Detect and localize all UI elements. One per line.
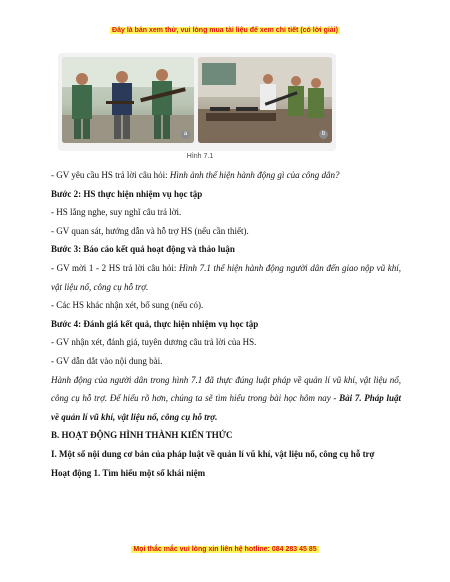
hotline-text: Mọi thắc mắc vui lòng xin liên hệ hotline: 084 283 45 85 <box>133 546 317 553</box>
document-body <box>51 166 401 482</box>
figure-caption: Hình 7.1 <box>186 153 214 160</box>
section-i-heading: I. Một số nội dung cơ bản của pháp luật về quản lí vũ khí, vật liệu nổ, công cụ hỗ trợ <box>51 448 375 459</box>
step-4-heading: Bước 4: Đánh giá kết quả, thực hiện nhiệm vụ học tập <box>51 318 259 329</box>
text-run: - GV yêu cầu HS trả lời câu hỏi: <box>51 170 170 180</box>
section-b-heading: B. HOẠT ĐỘNG HÌNH THÀNH KIẾN THỨC <box>51 430 233 441</box>
badge-b: b <box>319 130 328 139</box>
photo-a <box>62 57 194 143</box>
step-2-line-2: - GV quan sát, hướng dẫn và hỗ trợ HS (nếu cần thiết). <box>51 225 249 236</box>
badge-a: a <box>181 130 190 139</box>
step-2-line-1: - HS lắng nghe, suy nghĩ câu trả lời. <box>51 207 182 218</box>
step-3-line-2: - Các HS khác nhận xét, bổ sung (nếu có). <box>51 300 204 311</box>
step-3-heading: Bước 3: Báo cáo kết quả hoạt động và thảo luận <box>51 244 235 255</box>
text-run: - GV mời 1 - 2 HS trả lời câu hỏi: <box>51 262 180 273</box>
step-4-line-1: - GV nhận xét, đánh giá, tuyên dương câu trả lời của HS. <box>51 337 257 348</box>
intro-text: Hành động của người dân trong hình 7.1 đã thực đúng luật pháp về quản lí vũ khí, vật liệu nổ, công cụ hỗ trợ. Để hiểu rõ hơn, chúng ta sẽ tìm hiểu trong bài học hôm nay - <box>51 374 401 404</box>
figure-7-1 <box>58 53 336 151</box>
step-2-heading: Bước 2: HS thực hiện nhiệm vụ học tập <box>51 188 203 199</box>
hotline-footer <box>0 546 450 553</box>
step-3-line-1 <box>51 259 401 296</box>
activity-1-heading: Hoạt động 1. Tìm hiểu một số khái niệm <box>51 467 206 478</box>
step-4-line-2: - GV dẫn dắt vào nội dung bài. <box>51 355 163 366</box>
photo-b <box>198 57 332 143</box>
photo-b-illustration <box>198 57 332 143</box>
preview-banner-text: Đây là bản xem thử, vui lòng mua tài liệu để xem chi tiết (có lời giải) <box>112 27 338 34</box>
photo-a-illustration <box>62 57 194 143</box>
answer-italic: Hình 7.1 thể hiện hành động người dân đến giao nộp vũ khí, vật liệu nổ, công cụ hỗ trợ. <box>51 262 402 292</box>
intro-paragraph <box>51 371 401 427</box>
lesson-title: Bài 7. Pháp luật về quản lí vũ khí, vật liệu nổ, công cụ hỗ trợ. <box>51 393 402 422</box>
preview-banner <box>0 27 450 34</box>
question-italic: Hình ảnh thể hiện hành động gì của công dân? <box>169 170 340 180</box>
paragraph-question <box>51 166 401 185</box>
